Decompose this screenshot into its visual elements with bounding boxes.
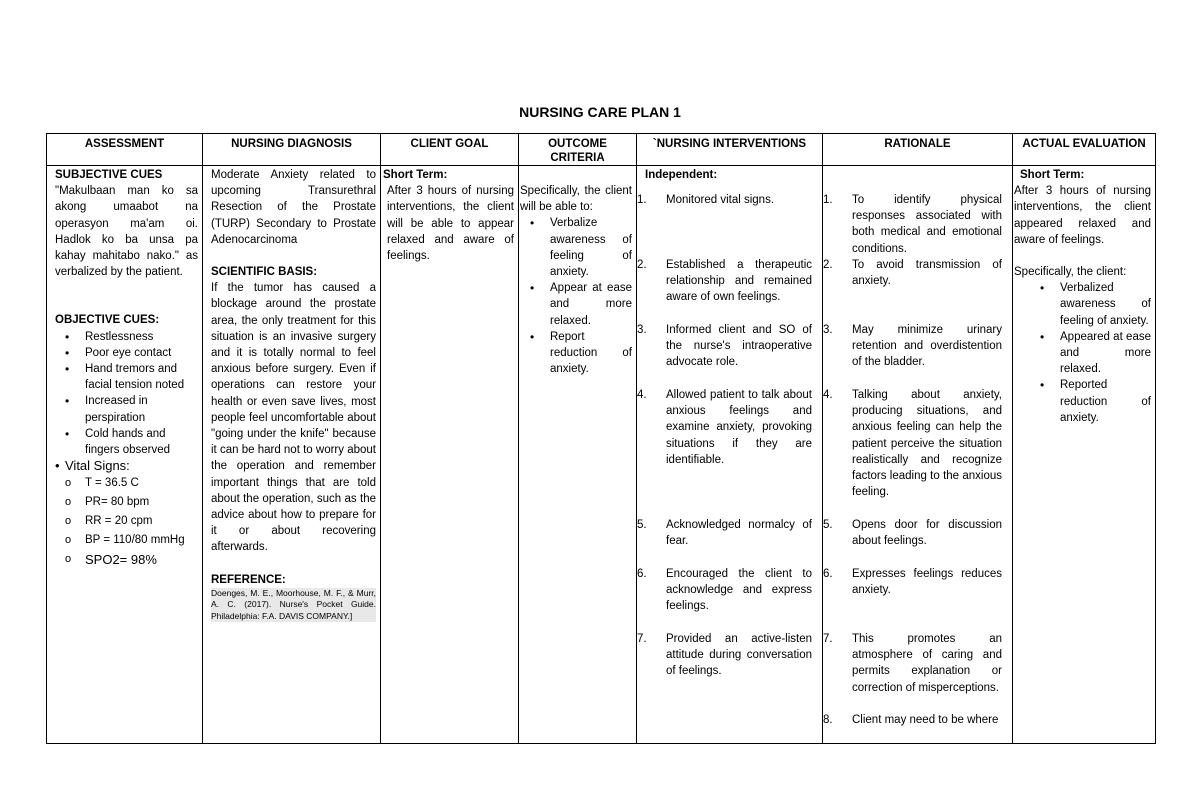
rationale-cell	[823, 166, 1013, 744]
subjective-cues-text: "Makulbaan man ko sa akong umaabot na operasyon ma'am oi. Hadlok ko ba unsa pa kahay mahitabo nako." as verbalized by the patient.	[55, 185, 198, 279]
intervention-item: 5. Acknowledged normalcy of fear.	[637, 519, 812, 548]
nursing-interventions-cell	[637, 166, 823, 744]
page-title: NURSING CARE PLAN 1	[519, 104, 681, 120]
care-plan-table	[46, 133, 1156, 744]
goal-short-term-label: Short Term:	[383, 169, 448, 181]
objective-cue-item: • Increased in perspiration	[85, 393, 198, 425]
diagnosis-text: Moderate Anxiety related to upcoming Transurethral Resection of the Prostate (TURP) Secondary to Prostate Adenocarcinoma	[211, 169, 376, 246]
intervention-item: 1. Monitored vital signs.	[637, 194, 775, 206]
interventions-independent-label: Independent:	[645, 169, 718, 181]
rationale-item: 1. To identify physical responses associated with both medical and emotional conditions.	[823, 194, 1002, 255]
scientific-basis-label: SCIENTIFIC BASIS:	[211, 266, 318, 279]
content-row	[47, 166, 1156, 744]
objective-cue-item: • Poor eye contact	[85, 345, 198, 361]
goal-text: After 3 hours of nursing interventions, the client will be able to appear relaxed and aware of feelings.	[387, 185, 514, 263]
outcome-item: • Appear at ease and more relaxed.	[550, 280, 632, 329]
reference-label: REFERENCE:	[211, 573, 286, 586]
evaluation-text: After 3 hours of nursing interventions, the client appeared relaxed and aware of feelings.	[1014, 185, 1151, 246]
header-client-goal: CLIENT GOAL	[381, 134, 519, 166]
evaluation-item: • Appeared at ease and more relaxed.	[1060, 329, 1151, 378]
rationale-item: 6. Expresses feelings reduces anxiety.	[823, 568, 1002, 597]
rationale-item: 5. Opens door for discussion about feelings.	[823, 519, 1002, 548]
vital-sign-item: o BP = 110/80 mmHg	[85, 531, 198, 550]
outcome-item: • Verbalize awareness of feeling of anxiety.	[550, 215, 632, 280]
header-actual-evaluation: ACTUAL EVALUATION	[1013, 134, 1156, 166]
rationale-item: 2. To avoid transmission of anxiety.	[823, 259, 1002, 288]
assessment-cell	[47, 166, 203, 744]
rationale-item: 3. May minimize urinary retention and overdistention of the bladder.	[823, 324, 1002, 369]
reference-text: Doenges, M. E., Moorhouse, M. F., & Murr, A. C. (2017). Nurse's Pocket Guide. Philadelphia: F.A. DAVIS COMPANY.]	[211, 587, 376, 621]
objective-cue-item: • Hand tremors and facial tension noted	[85, 361, 198, 393]
subjective-cues-label: SUBJECTIVE CUES	[55, 169, 163, 181]
actual-evaluation-cell	[1013, 166, 1156, 744]
vital-sign-item: o PR= 80 bpm	[85, 493, 198, 512]
outcome-criteria-cell	[519, 166, 637, 744]
scientific-basis-text: If the tumor has caused a blockage around the prostate area, the only treatment for this situation is an invasive surgery and it is totally normal to feel anxious before surgery. Even if operations can restore your health or even save lives, most people feel uncomfortable about "going under the knife" because it can be hard not to worry about the operation and remember important things that are told about the operation, such as the advice about how to prepare for it or about recovering afterwards.	[211, 282, 376, 554]
header-outcome-criteria: OUTCOME CRITERIA	[519, 134, 637, 166]
vital-signs-label: • Vital Signs:	[55, 458, 198, 474]
evaluation-item: • Reported reduction of anxiety.	[1060, 377, 1151, 426]
intervention-item: 6. Encouraged the client to acknowledge and express feelings.	[637, 568, 812, 613]
intervention-item: 7. Provided an active-listen attitude during conversation of feelings.	[637, 633, 812, 678]
outcome-item: • Report reduction of anxiety.	[550, 329, 632, 378]
nursing-diagnosis-cell	[203, 166, 381, 744]
evaluation-short-term-label: Short Term:	[1020, 169, 1085, 181]
header-nursing-diagnosis: NURSING DIAGNOSIS	[203, 134, 381, 166]
header-row	[47, 134, 1156, 166]
intervention-item: 2. Established a therapeutic relationship and remained aware of own feelings.	[637, 259, 812, 304]
intervention-item: 3. Informed client and SO of the nurse's intraoperative advocate role.	[637, 324, 812, 369]
outcome-intro: Specifically, the client will be able to:	[520, 185, 632, 214]
evaluation-intro: Specifically, the client:	[1014, 266, 1127, 279]
objective-cue-item: • Restlessness	[85, 329, 198, 345]
evaluation-item: • Verbalized awareness of feeling of anxiety.	[1060, 280, 1151, 329]
vital-sign-item: o RR = 20 cpm	[85, 512, 198, 531]
objective-cues-label: OBJECTIVE CUES:	[55, 314, 160, 327]
header-rationale: RATIONALE	[823, 134, 1013, 166]
rationale-item: 7. This promotes an atmosphere of caring and permits explanation or correction of misperceptions.	[823, 633, 1002, 694]
header-nursing-interventions: `NURSING INTERVENTIONS	[637, 134, 823, 166]
vital-sign-item: o SPO2= 98%	[85, 550, 198, 569]
objective-cue-item: • Cold hands and fingers observed	[85, 426, 198, 458]
rationale-item: 8. Client may need to be where	[823, 714, 999, 726]
rationale-item: 4. Talking about anxiety, producing situations, and anxious feeling can help the patient perceive the situation realistically and recognize factors leading to the anxious feeling.	[823, 389, 1002, 499]
header-assessment: ASSESSMENT	[47, 134, 203, 166]
client-goal-cell	[381, 166, 519, 744]
intervention-item: 4. Allowed patient to talk about anxious feelings and examine anxiety, provoking situations if they are identifiable.	[637, 389, 812, 466]
vital-sign-item: o T = 36.5 C	[85, 474, 198, 493]
